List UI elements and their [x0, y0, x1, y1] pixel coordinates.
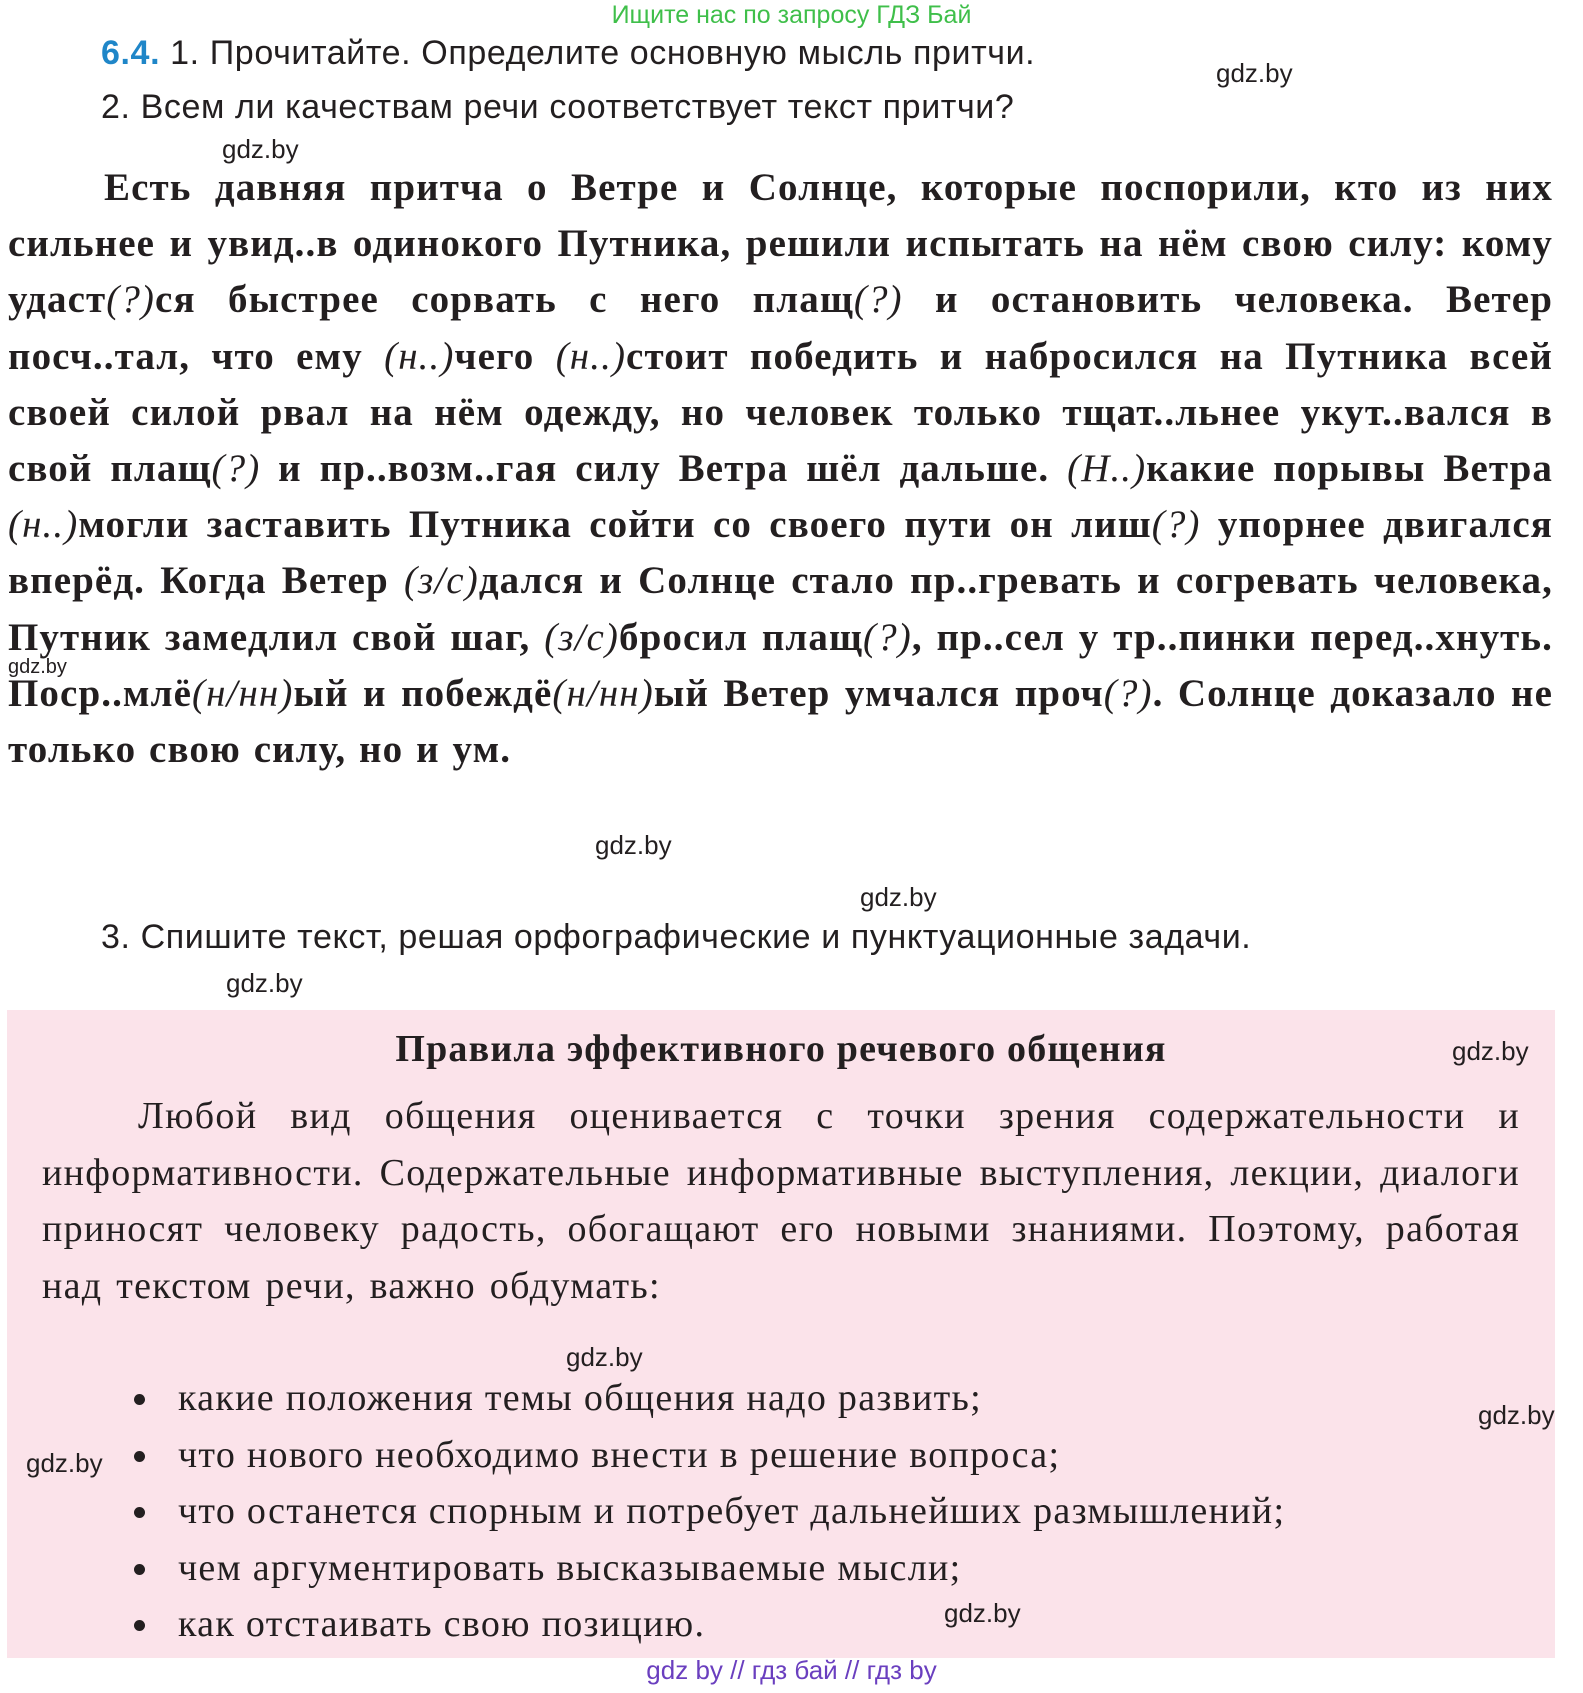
- watermark: gdz.by: [8, 656, 67, 678]
- parable-text: [8, 160, 1553, 778]
- watermark: gdz.by: [1452, 1036, 1529, 1066]
- watermark: gdz.by: [860, 882, 937, 912]
- watermark: gdz.by: [26, 1448, 103, 1478]
- bullet-icon: [134, 1620, 145, 1631]
- watermark: gdz.by: [1216, 58, 1293, 88]
- watermark: gdz.by: [226, 968, 303, 998]
- watermark: gdz.by: [222, 134, 299, 164]
- spelling-gap: (Н..): [1067, 447, 1147, 491]
- rule-intro: [42, 1088, 1520, 1314]
- spelling-gap: (н..): [555, 334, 627, 378]
- rule-intro-paragraph: Любой вид общения оценивается с точки зрения содержательности и информативности. Содержательные информативные выступления, лекции, диалоги приносят человеку радость, обогащают его новыми знаниями. Поэтому, работая над текстом речи, важно обдумать:: [42, 1095, 1520, 1307]
- top-banner: Ищите нас по запросу ГДЗ Бай: [611, 1, 972, 29]
- task-question-3: 3. Спишите текст, решая орфографические и пунктуационные задачи.: [101, 918, 1252, 956]
- task-number: 6.4.: [101, 34, 161, 72]
- list-item: какие положения темы общения надо развить;: [130, 1370, 1550, 1427]
- task-question-1: [101, 34, 1035, 73]
- spelling-gap: (?): [1103, 671, 1153, 715]
- list-item: что нового необходимо внести в решение вопроса;: [130, 1427, 1550, 1484]
- bullet-icon: [134, 1451, 145, 1462]
- spelling-gap: (?): [853, 278, 903, 322]
- bullet-icon: [134, 1507, 145, 1518]
- task-question-2: 2. Всем ли качествам речи соответствует текст притчи?: [101, 88, 1015, 126]
- bottom-banner: gdz by // гдз бай // гдз by: [646, 1655, 937, 1685]
- spelling-gap: (н/нн): [552, 671, 654, 715]
- spelling-gap: (?): [106, 278, 156, 322]
- spelling-gap: (н..): [384, 334, 455, 378]
- watermark: gdz.by: [595, 830, 672, 860]
- spelling-gap: (н/нн): [192, 671, 294, 715]
- rule-bullet-list: [130, 1370, 1550, 1653]
- bullet-icon: [134, 1564, 145, 1575]
- list-item: чем аргументировать высказываемые мысли;: [130, 1540, 1550, 1597]
- spelling-gap: (н..): [8, 503, 79, 547]
- rule-title: Правила эффективного речевого общения: [395, 1028, 1167, 1070]
- bullet-icon: [134, 1394, 145, 1405]
- watermark: gdz.by: [566, 1342, 643, 1372]
- task-question-1-text: 1. Прочитайте. Определите основную мысль притчи.: [170, 34, 1036, 72]
- watermark: gdz.by: [1478, 1400, 1555, 1430]
- list-item: как отстаивать свою позицию.: [130, 1596, 1550, 1653]
- spelling-gap: (?): [863, 615, 912, 659]
- parable-paragraph: Есть давняя притча о Ветре и Солнце, которые поспорили, кто из них сильнее и увид..в одинокого Путника, решили испытать на нём свою силу: кому удаст(?)ся быстрее сорвать с него плащ(?) и остановить человека. Ветер посч..тал, что ему (н..)чего (н..)стоит победить и набросился на Путника всей своей силой рвал на нём одежду, но человек только тщат..льнее укут..вался в свой плащ(?) и пр..возм..гая силу Ветра шёл дальше. (Н..)какие порывы Ветра (н..)могли заставить Путника сойти со своего пути он лиш(?) упорнее двигался вперёд. Когда Ветер (з/с)дался и Солнце стало пр..гревать и согревать человека, Путник замедлил свой шаг, (з/с)бросил плащ(?), пр..сел у тр..пинки перед..хнуть. Поср..млё(н/нн)ый и побеждё(н/нн)ый Ветер умчался проч(?). Солнце доказало не только свою силу, но и ум.: [8, 166, 1554, 772]
- spelling-gap: (з/с): [403, 559, 479, 603]
- list-item: что останется спорным и потребует дальнейших размышлений;: [130, 1483, 1550, 1540]
- spelling-gap: (?): [1151, 503, 1201, 547]
- spelling-gap: (з/с): [544, 615, 620, 659]
- spelling-gap: (?): [211, 447, 261, 491]
- watermark: gdz.by: [944, 1598, 1021, 1628]
